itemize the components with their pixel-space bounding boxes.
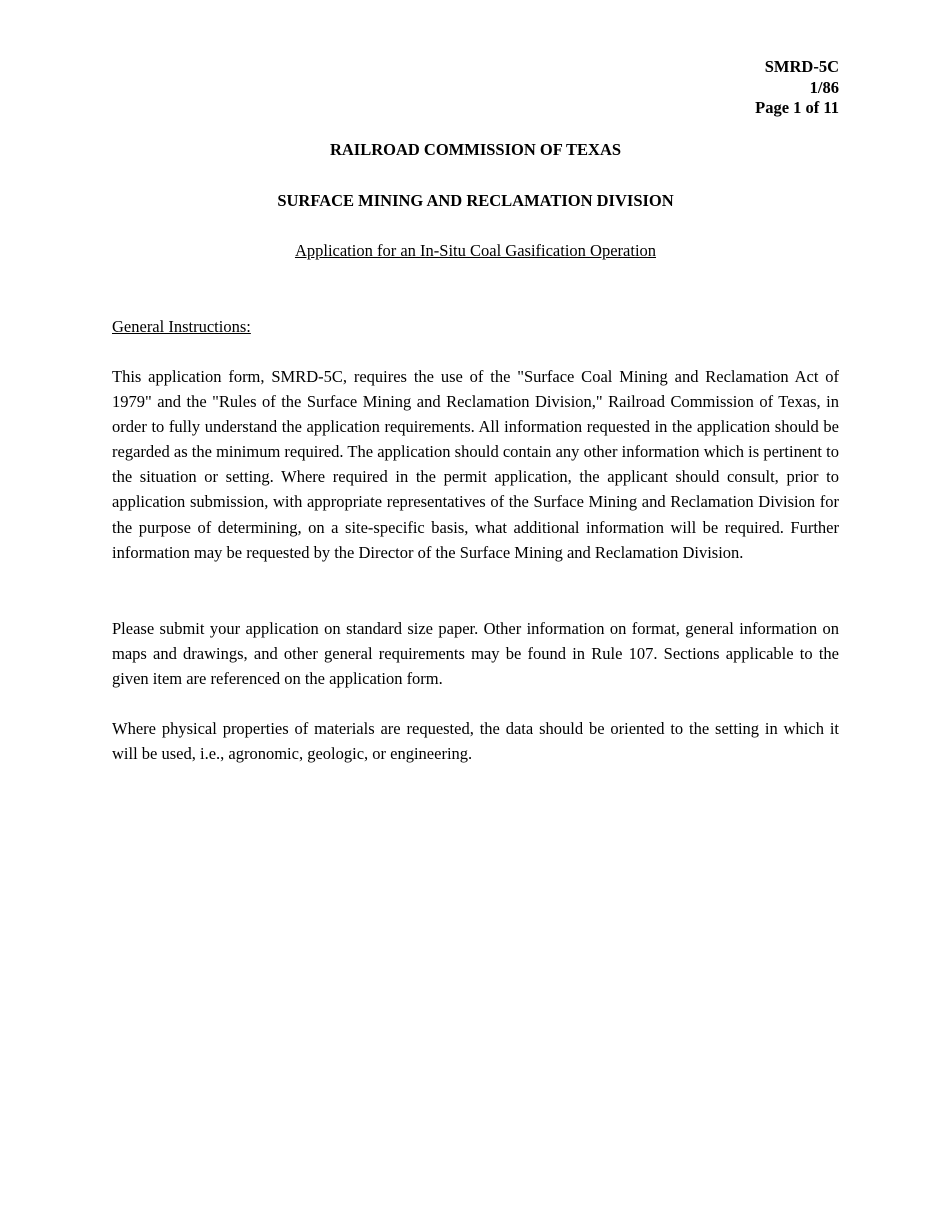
form-number: SMRD-5C [764, 57, 839, 76]
page-number: Page 1 of 11 [755, 98, 839, 117]
form-title: Application for an In-Situ Coal Gasification Operation [294, 241, 657, 260]
form-identifier-block [755, 57, 839, 119]
document-page [112, 0, 839, 1230]
instruction-paragraph: This application form, SMRD-5C, requires the use of the "Surface Coal Mining and Reclamation Act of 1979" and the "Rules of the Surface Mining and Reclamation Division," Railroad Commission of Texas, in order to fully understand the application requirements. All information requested in the application should be regarded as the minimum required. The application should contain any other information which is pertinent to the situation or setting. Where required in the permit application, the applicant should consult, prior to application submission, with appropriate representatives of the Surface Mining and Reclamation Division for the purpose of determining, on a site-specific basis, what additional information will be required. Further information may be requested by the Director of the Surface Mining and Reclamation Division. [112, 367, 839, 562]
instruction-paragraph: Where physical properties of materials are requested, the data should be oriented to the setting in which it will be used, i.e., agronomic, geologic, or engineering. [112, 719, 839, 764]
form-revision-date: 1/86 [809, 77, 839, 97]
instruction-paragraph: Please submit your application on standard size paper. Other information on format, general information on maps and drawings, and other general requirements may be found in Rule 107. Sections applicable to the given item are referenced on the application form. [112, 619, 839, 689]
section-heading-general-instructions: General Instructions: [112, 317, 251, 336]
division-heading: SURFACE MINING AND RECLAMATION DIVISION [277, 191, 674, 210]
agency-heading: RAILROAD COMMISSION OF TEXAS [329, 140, 622, 159]
